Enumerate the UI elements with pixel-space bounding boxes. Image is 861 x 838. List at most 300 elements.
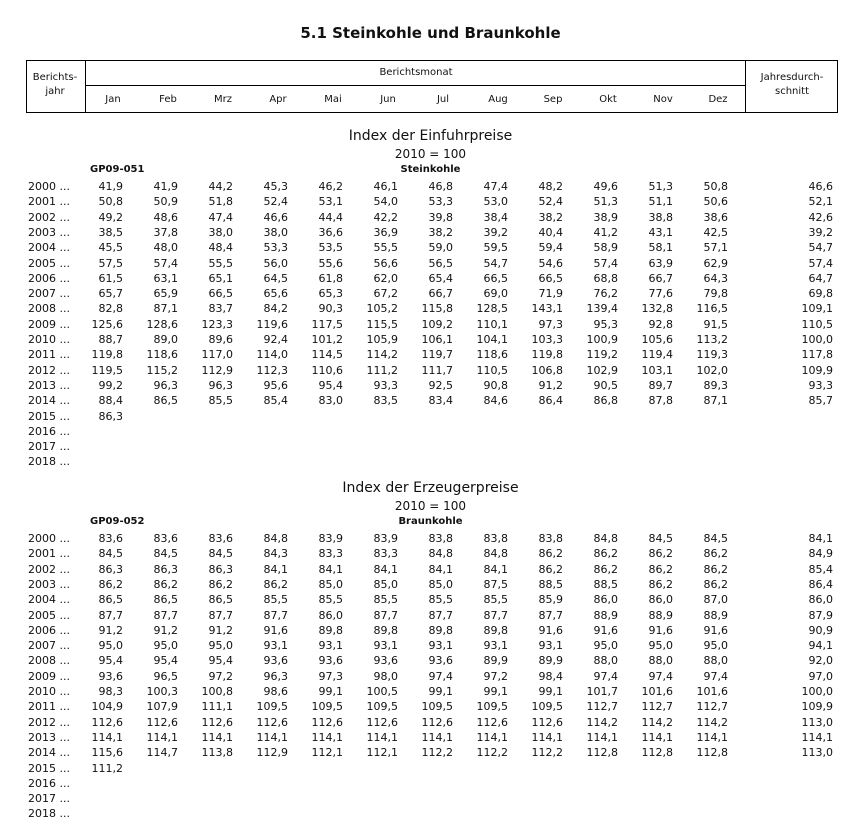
cell-value: 85,5: [263, 593, 288, 607]
cell-value: 85,0: [373, 577, 398, 591]
cell-value: 83,6: [208, 532, 233, 545]
cell-value: 62,0: [373, 271, 398, 285]
cell-value: 93,6: [428, 654, 453, 668]
cell-value: 61,5: [98, 271, 123, 285]
cell-value: 83,6: [98, 532, 123, 545]
table-row: [0, 777, 861, 792]
header-month-4: Mai: [324, 94, 342, 105]
cell-value: 101,6: [641, 685, 673, 698]
cell-value: 112,1: [311, 746, 343, 760]
table-row: [0, 716, 861, 731]
cell-value: 114,2: [586, 715, 618, 729]
cell-value: 54,7: [483, 256, 508, 270]
cell-value: 112,3: [256, 363, 288, 377]
table-row: [0, 807, 861, 822]
cell-value: 54,0: [373, 195, 398, 209]
row-year: 2014 ...: [28, 746, 70, 760]
cell-value: 95,0: [593, 639, 618, 653]
cell-value: 109,5: [366, 700, 398, 714]
row-year: 2016 ...: [28, 776, 70, 790]
cell-value: 113,2: [696, 333, 728, 346]
table-row: [0, 440, 861, 455]
section-code: GP09-052: [90, 516, 145, 527]
cell-value: 86,0: [648, 593, 673, 607]
cell-value: 95,4: [98, 654, 123, 668]
cell-value: 92,8: [648, 317, 673, 331]
table-row: [0, 410, 861, 425]
cell-value: 44,2: [208, 180, 233, 193]
cell-value: 91,6: [703, 623, 728, 637]
cell-value: 112,6: [366, 715, 398, 729]
cell-value: 91,6: [593, 623, 618, 637]
cell-value: 95,6: [263, 378, 288, 392]
cell-annual-average: 39,2: [808, 225, 833, 239]
table-row: [0, 394, 861, 409]
cell-value: 65,7: [98, 287, 123, 301]
cell-value: 111,1: [201, 700, 233, 714]
cell-value: 86,5: [153, 394, 178, 408]
cell-value: 111,2: [91, 761, 123, 775]
table-row: [0, 302, 861, 317]
cell-value: 84,1: [373, 562, 398, 576]
cell-value: 86,2: [208, 577, 233, 591]
cell-value: 91,2: [153, 623, 178, 637]
cell-value: 86,2: [648, 577, 673, 591]
cell-value: 68,8: [593, 271, 618, 285]
cell-annual-average: 52,1: [808, 195, 833, 209]
cell-value: 86,4: [538, 394, 563, 408]
cell-value: 85,9: [538, 593, 563, 607]
cell-value: 59,5: [483, 241, 508, 255]
table-row: [0, 624, 861, 639]
row-year: 2010 ...: [28, 685, 70, 698]
row-year: 2004 ...: [28, 241, 70, 255]
cell-value: 118,6: [146, 348, 178, 362]
cell-value: 93,1: [373, 639, 398, 653]
cell-value: 85,0: [428, 577, 453, 591]
cell-value: 87,7: [153, 608, 178, 622]
section-base: 2010 = 100: [394, 499, 467, 513]
cell-value: 36,6: [318, 225, 343, 239]
row-year: 2002 ...: [28, 562, 70, 576]
header-avg-label: [746, 71, 838, 99]
cell-value: 84,3: [263, 547, 288, 561]
cell-value: 51,3: [593, 195, 618, 209]
cell-value: 104,9: [91, 700, 123, 714]
table-row: [0, 547, 861, 562]
cell-value: 143,1: [531, 302, 563, 316]
cell-value: 58,9: [593, 241, 618, 255]
row-year: 2004 ...: [28, 593, 70, 607]
cell-value: 110,1: [476, 317, 508, 331]
cell-value: 86,3: [98, 562, 123, 576]
cell-value: 96,3: [263, 669, 288, 683]
cell-value: 84,8: [593, 532, 618, 545]
cell-value: 86,2: [703, 547, 728, 561]
cell-value: 109,2: [421, 317, 453, 331]
cell-value: 86,0: [318, 608, 343, 622]
cell-value: 114,1: [696, 730, 728, 744]
cell-value: 112,7: [696, 700, 728, 714]
cell-value: 52,4: [263, 195, 288, 209]
cell-value: 86,2: [593, 547, 618, 561]
cell-value: 114,1: [256, 730, 288, 744]
table-row: [0, 731, 861, 746]
cell-value: 40,4: [538, 225, 563, 239]
cell-value: 76,2: [593, 287, 618, 301]
cell-value: 97,3: [538, 317, 563, 331]
cell-value: 93,1: [263, 639, 288, 653]
row-year: 2015 ...: [28, 761, 70, 775]
cell-annual-average: 117,8: [801, 348, 833, 362]
cell-value: 66,5: [538, 271, 563, 285]
cell-value: 114,5: [311, 348, 343, 362]
cell-value: 86,2: [648, 547, 673, 561]
cell-value: 51,1: [648, 195, 673, 209]
cell-value: 112,9: [256, 746, 288, 760]
cell-value: 66,5: [208, 287, 233, 301]
cell-value: 50,6: [703, 195, 728, 209]
cell-value: 89,8: [483, 623, 508, 637]
cell-value: 96,5: [153, 669, 178, 683]
table-row: [0, 639, 861, 654]
cell-value: 97,2: [483, 669, 508, 683]
cell-value: 97,4: [428, 669, 453, 683]
cell-annual-average: 87,9: [808, 608, 833, 622]
cell-value: 83,8: [538, 532, 563, 545]
cell-value: 110,6: [311, 363, 343, 377]
cell-value: 85,5: [318, 593, 343, 607]
cell-value: 88,0: [703, 654, 728, 668]
page-title: 5.1 Steinkohle und Braunkohle: [300, 24, 561, 42]
cell-annual-average: 57,4: [808, 256, 833, 270]
cell-value: 87,8: [648, 394, 673, 408]
cell-value: 65,9: [153, 287, 178, 301]
cell-value: 115,8: [421, 302, 453, 316]
cell-value: 38,9: [593, 210, 618, 224]
cell-value: 109,5: [311, 700, 343, 714]
table-row: [0, 670, 861, 685]
row-year: 2006 ...: [28, 271, 70, 285]
cell-value: 83,7: [208, 302, 233, 316]
table-row: [0, 609, 861, 624]
cell-value: 87,7: [538, 608, 563, 622]
cell-value: 87,7: [373, 608, 398, 622]
cell-value: 112,6: [146, 715, 178, 729]
cell-value: 97,4: [703, 669, 728, 683]
cell-value: 66,7: [428, 287, 453, 301]
table-row: [0, 241, 861, 256]
cell-value: 119,8: [531, 348, 563, 362]
row-year: 2005 ...: [28, 256, 70, 270]
header-avg-line1: Jahresdurch-: [760, 72, 824, 83]
cell-value: 84,1: [263, 562, 288, 576]
cell-value: 91,2: [98, 623, 123, 637]
cell-value: 87,7: [428, 608, 453, 622]
row-year: 2008 ...: [28, 302, 70, 316]
row-year: 2001 ...: [28, 195, 70, 209]
cell-value: 112,8: [641, 746, 673, 760]
cell-value: 91,6: [648, 623, 673, 637]
cell-value: 119,3: [696, 348, 728, 362]
cell-value: 86,2: [538, 562, 563, 576]
row-year: 2007 ...: [28, 287, 70, 301]
cell-value: 95,0: [98, 639, 123, 653]
cell-value: 84,5: [208, 547, 233, 561]
cell-value: 87,7: [483, 608, 508, 622]
cell-value: 89,6: [208, 333, 233, 346]
cell-value: 86,2: [593, 562, 618, 576]
cell-value: 118,6: [476, 348, 508, 362]
cell-value: 86,2: [153, 577, 178, 591]
cell-value: 86,8: [593, 394, 618, 408]
cell-value: 38,5: [98, 225, 123, 239]
cell-value: 119,8: [91, 348, 123, 362]
row-year: 2008 ...: [28, 654, 70, 668]
cell-value: 109,5: [531, 700, 563, 714]
cell-value: 101,6: [696, 685, 728, 698]
header-month-8: Sep: [543, 94, 563, 105]
cell-annual-average: 100,0: [801, 685, 833, 698]
cell-value: 39,8: [428, 210, 453, 224]
cell-value: 89,7: [648, 378, 673, 392]
section-subtitle: Steinkohle: [400, 164, 461, 175]
cell-value: 93,1: [483, 639, 508, 653]
cell-value: 106,8: [531, 363, 563, 377]
cell-value: 116,5: [696, 302, 728, 316]
cell-value: 93,1: [318, 639, 343, 653]
cell-value: 88,9: [593, 608, 618, 622]
header-month-0: Jan: [105, 94, 121, 105]
cell-value: 86,3: [153, 562, 178, 576]
cell-value: 112,2: [476, 746, 508, 760]
cell-value: 84,5: [648, 532, 673, 545]
cell-value: 112,6: [91, 715, 123, 729]
row-year: 2017 ...: [28, 792, 70, 806]
cell-value: 88,4: [98, 394, 123, 408]
cell-value: 109,5: [476, 700, 508, 714]
cell-value: 50,8: [98, 195, 123, 209]
cell-annual-average: 42,6: [808, 210, 833, 224]
table-row: [0, 333, 861, 348]
section-title: Index der Erzeugerpreise: [342, 480, 519, 496]
cell-value: 95,0: [208, 639, 233, 653]
row-year: 2009 ...: [28, 317, 70, 331]
header-month-2: Mrz: [214, 94, 232, 105]
cell-value: 86,2: [538, 547, 563, 561]
cell-value: 100,3: [146, 685, 178, 698]
cell-value: 41,2: [593, 225, 618, 239]
cell-annual-average: 84,9: [808, 547, 833, 561]
cell-value: 56,6: [373, 256, 398, 270]
cell-value: 90,8: [483, 378, 508, 392]
header-year-line1: Berichts-: [32, 72, 78, 83]
cell-value: 112,2: [421, 746, 453, 760]
cell-value: 88,7: [98, 333, 123, 346]
cell-value: 93,6: [373, 654, 398, 668]
cell-value: 38,6: [703, 210, 728, 224]
cell-value: 93,6: [318, 654, 343, 668]
cell-value: 117,0: [201, 348, 233, 362]
cell-value: 83,3: [318, 547, 343, 561]
cell-annual-average: 110,5: [801, 317, 833, 331]
cell-value: 38,4: [483, 210, 508, 224]
cell-value: 51,8: [208, 195, 233, 209]
cell-value: 115,2: [146, 363, 178, 377]
cell-value: 53,1: [318, 195, 343, 209]
cell-value: 77,6: [648, 287, 673, 301]
cell-value: 84,5: [98, 547, 123, 561]
table-row: [0, 532, 861, 547]
cell-value: 100,9: [586, 333, 618, 346]
cell-value: 48,0: [153, 241, 178, 255]
table-row: [0, 348, 861, 363]
cell-value: 111,2: [366, 363, 398, 377]
cell-value: 91,2: [538, 378, 563, 392]
cell-value: 59,0: [428, 241, 453, 255]
cell-value: 105,6: [641, 333, 673, 346]
cell-value: 101,2: [311, 333, 343, 346]
cell-value: 58,1: [648, 241, 673, 255]
cell-annual-average: 93,3: [808, 378, 833, 392]
cell-value: 128,5: [476, 302, 508, 316]
cell-value: 90,5: [593, 378, 618, 392]
cell-value: 62,9: [703, 256, 728, 270]
cell-value: 105,9: [366, 333, 398, 346]
cell-value: 93,3: [373, 378, 398, 392]
row-year: 2012 ...: [28, 715, 70, 729]
cell-value: 112,8: [696, 746, 728, 760]
cell-value: 106,1: [421, 333, 453, 346]
cell-value: 112,6: [311, 715, 343, 729]
cell-value: 46,8: [428, 180, 453, 193]
cell-value: 82,8: [98, 302, 123, 316]
cell-value: 89,3: [703, 378, 728, 392]
cell-value: 132,8: [641, 302, 673, 316]
cell-value: 56,0: [263, 256, 288, 270]
table-row: [0, 654, 861, 669]
cell-value: 119,5: [91, 363, 123, 377]
cell-value: 37,8: [153, 225, 178, 239]
cell-value: 114,1: [641, 730, 673, 744]
cell-value: 84,2: [263, 302, 288, 316]
table-row: [0, 226, 861, 241]
cell-value: 109,5: [256, 700, 288, 714]
row-year: 2016 ...: [28, 424, 70, 438]
cell-value: 57,4: [153, 256, 178, 270]
cell-annual-average: 86,0: [808, 593, 833, 607]
row-year: 2012 ...: [28, 363, 70, 377]
cell-value: 84,8: [263, 532, 288, 545]
cell-value: 96,3: [153, 378, 178, 392]
row-year: 2005 ...: [28, 608, 70, 622]
cell-value: 92,4: [263, 333, 288, 346]
cell-annual-average: 92,0: [808, 654, 833, 668]
header-month-6: Jul: [436, 94, 450, 105]
cell-value: 83,8: [483, 532, 508, 545]
cell-value: 43,1: [648, 225, 673, 239]
header-month-7: Aug: [488, 94, 508, 105]
cell-value: 114,2: [641, 715, 673, 729]
cell-value: 53,3: [428, 195, 453, 209]
cell-value: 46,6: [263, 210, 288, 224]
table-row: [0, 425, 861, 440]
cell-value: 112,7: [586, 700, 618, 714]
cell-value: 115,5: [366, 317, 398, 331]
cell-value: 84,5: [703, 532, 728, 545]
row-year: 2018 ...: [28, 455, 70, 469]
cell-value: 67,2: [373, 287, 398, 301]
row-year: 2006 ...: [28, 623, 70, 637]
row-year: 2013 ...: [28, 378, 70, 392]
cell-value: 112,6: [531, 715, 563, 729]
row-year: 2003 ...: [28, 225, 70, 239]
table-row: [0, 287, 861, 302]
cell-value: 97,4: [593, 669, 618, 683]
cell-value: 57,4: [593, 256, 618, 270]
row-year: 2010 ...: [28, 333, 70, 346]
cell-value: 51,3: [648, 180, 673, 193]
cell-value: 52,4: [538, 195, 563, 209]
row-year: 2000 ...: [28, 532, 70, 545]
cell-value: 112,6: [421, 715, 453, 729]
cell-value: 89,8: [373, 623, 398, 637]
cell-value: 84,8: [483, 547, 508, 561]
section-title: Index der Einfuhrpreise: [348, 128, 513, 144]
row-year: 2018 ...: [28, 807, 70, 821]
cell-value: 99,1: [428, 685, 453, 698]
table-row: [0, 792, 861, 807]
cell-value: 99,1: [538, 685, 563, 698]
cell-annual-average: 114,1: [801, 730, 833, 744]
cell-annual-average: 64,7: [808, 271, 833, 285]
cell-value: 57,1: [703, 241, 728, 255]
cell-value: 90,3: [318, 302, 343, 316]
cell-value: 114,1: [586, 730, 618, 744]
cell-annual-average: 69,8: [808, 287, 833, 301]
cell-value: 87,5: [483, 577, 508, 591]
cell-value: 86,2: [263, 577, 288, 591]
cell-value: 69,0: [483, 287, 508, 301]
cell-value: 42,2: [373, 210, 398, 224]
cell-value: 100,8: [201, 685, 233, 698]
cell-value: 38,0: [208, 225, 233, 239]
cell-value: 53,0: [483, 195, 508, 209]
cell-value: 64,3: [703, 271, 728, 285]
row-year: 2001 ...: [28, 547, 70, 561]
cell-value: 110,5: [476, 363, 508, 377]
cell-value: 66,7: [648, 271, 673, 285]
row-year: 2003 ...: [28, 577, 70, 591]
cell-value: 117,5: [311, 317, 343, 331]
cell-value: 103,3: [531, 333, 563, 346]
cell-value: 65,4: [428, 271, 453, 285]
cell-value: 64,5: [263, 271, 288, 285]
cell-value: 95,0: [703, 639, 728, 653]
cell-value: 86,3: [208, 562, 233, 576]
cell-value: 53,3: [263, 241, 288, 255]
cell-value: 54,6: [538, 256, 563, 270]
cell-value: 88,0: [593, 654, 618, 668]
row-year: 2013 ...: [28, 730, 70, 744]
cell-value: 112,2: [531, 746, 563, 760]
cell-value: 86,2: [703, 577, 728, 591]
cell-value: 71,9: [538, 287, 563, 301]
cell-value: 114,2: [366, 348, 398, 362]
cell-value: 107,9: [146, 700, 178, 714]
cell-value: 84,1: [428, 562, 453, 576]
cell-value: 91,6: [263, 623, 288, 637]
